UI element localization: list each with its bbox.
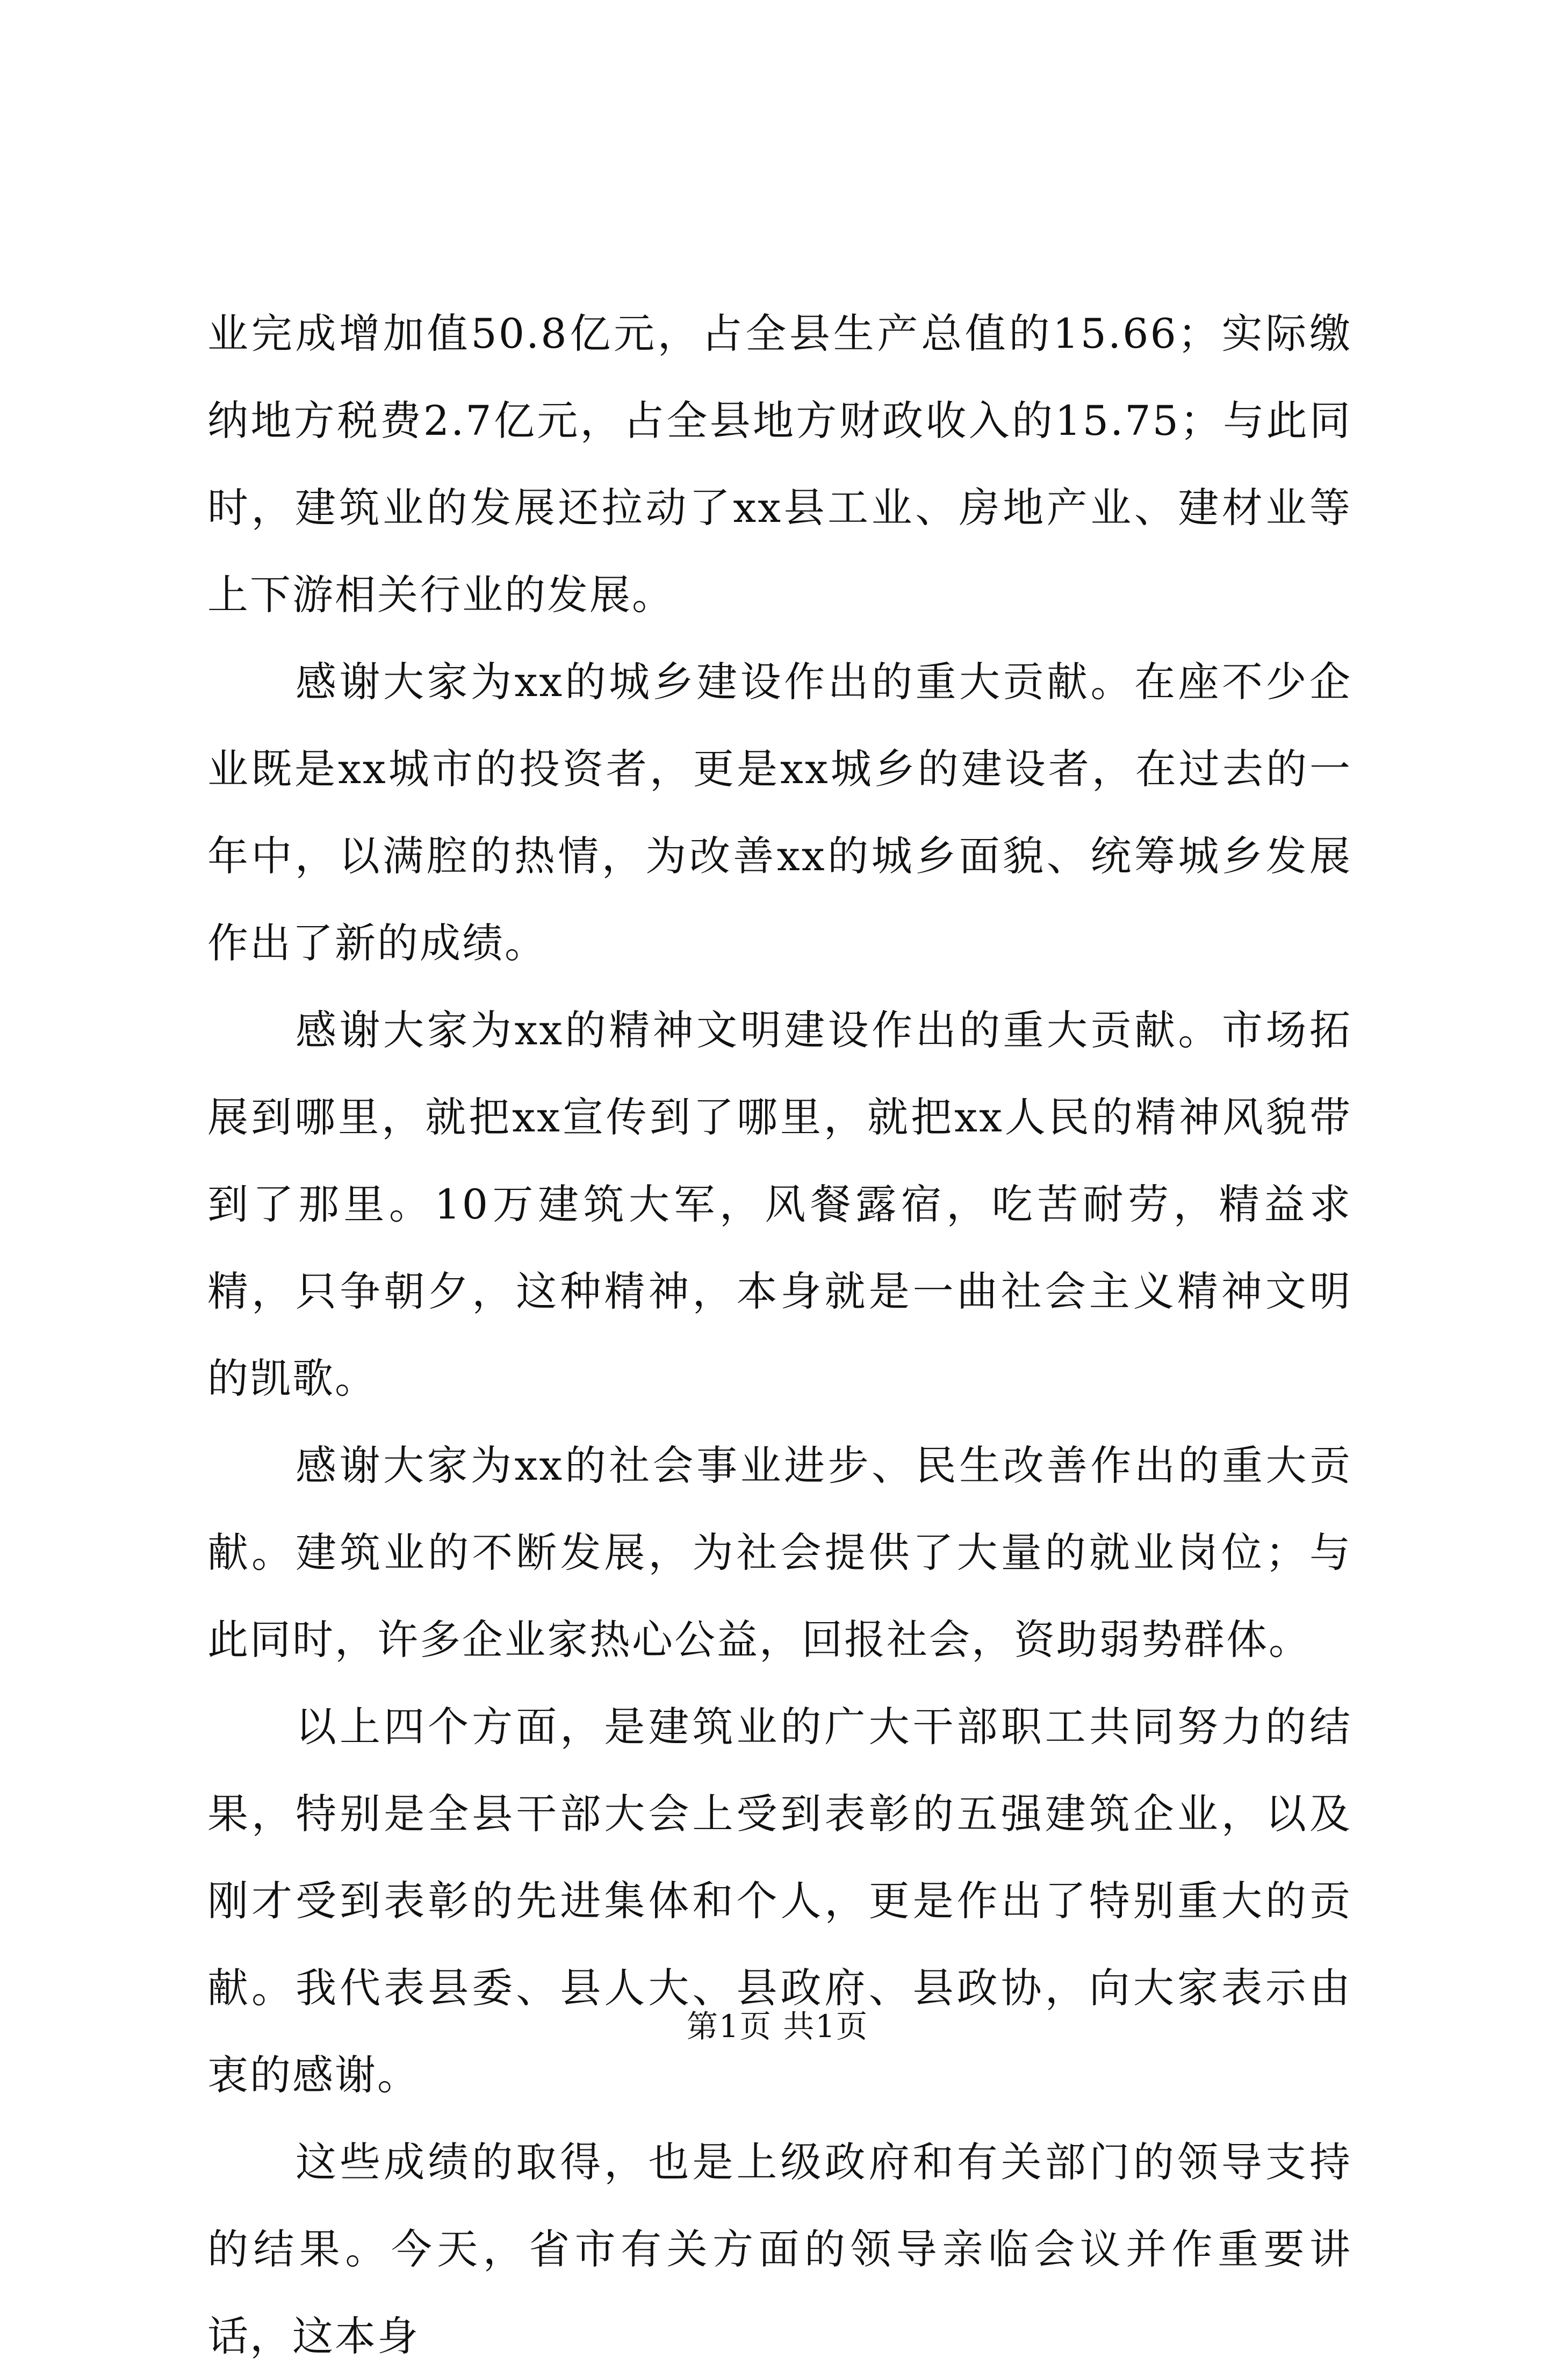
page-footer: 第1页 共1页	[686, 2008, 869, 2045]
paragraph-3: 感谢大家为xx的精神文明建设作出的重大贡献。市场拓展到哪里，就把xx宣传到了哪里，就把xx人民的精神风貌带到了那里。10万建筑大军，风餐露宿，吃苦耐劳，精益求精，只争朝夕，这种精神，本身就是一曲社会主义精神文明的凯歌。	[207, 1006, 1352, 1402]
paragraph-6: 这些成绩的取得，也是上级政府和有关部门的领导支持的结果。今天，省市有关方面的领导亲临会议并作重要讲话，这本身	[207, 2138, 1352, 2360]
paragraph-1: 业完成增加值50.8亿元，占全县生产总值的15.66；实际缴纳地方税费2.7亿元，占全县地方财政收入的15.75；与此同时，建筑业的发展还拉动了xx县工业、房地产业、建材业等上下游相关行业的发展。	[207, 310, 1352, 619]
paragraph-2: 感谢大家为xx的城乡建设作出的重大贡献。在座不少企业既是xx城市的投资者，更是xx城乡的建设者，在过去的一年中，以满腔的热情，为改善xx的城乡面貌、统筹城乡发展作出了新的成绩。	[207, 658, 1352, 967]
paragraph-5: 以上四个方面，是建筑业的广大干部职工共同努力的结果，特别是全县干部大会上受到表彰的五强建筑企业，以及刚才受到表彰的先进集体和个人，更是作出了特别重大的贡献。我代表县委、县人大、县政府、县政协，向大家表示由衷的感谢。	[207, 1703, 1352, 2099]
document-body	[207, 290, 1352, 2380]
paragraph-4: 感谢大家为xx的社会事业进步、民生改善作出的重大贡献。建筑业的不断发展，为社会提供了大量的就业岗位；与此同时，许多企业家热心公益，回报社会，资助弱势群体。	[207, 1442, 1352, 1664]
